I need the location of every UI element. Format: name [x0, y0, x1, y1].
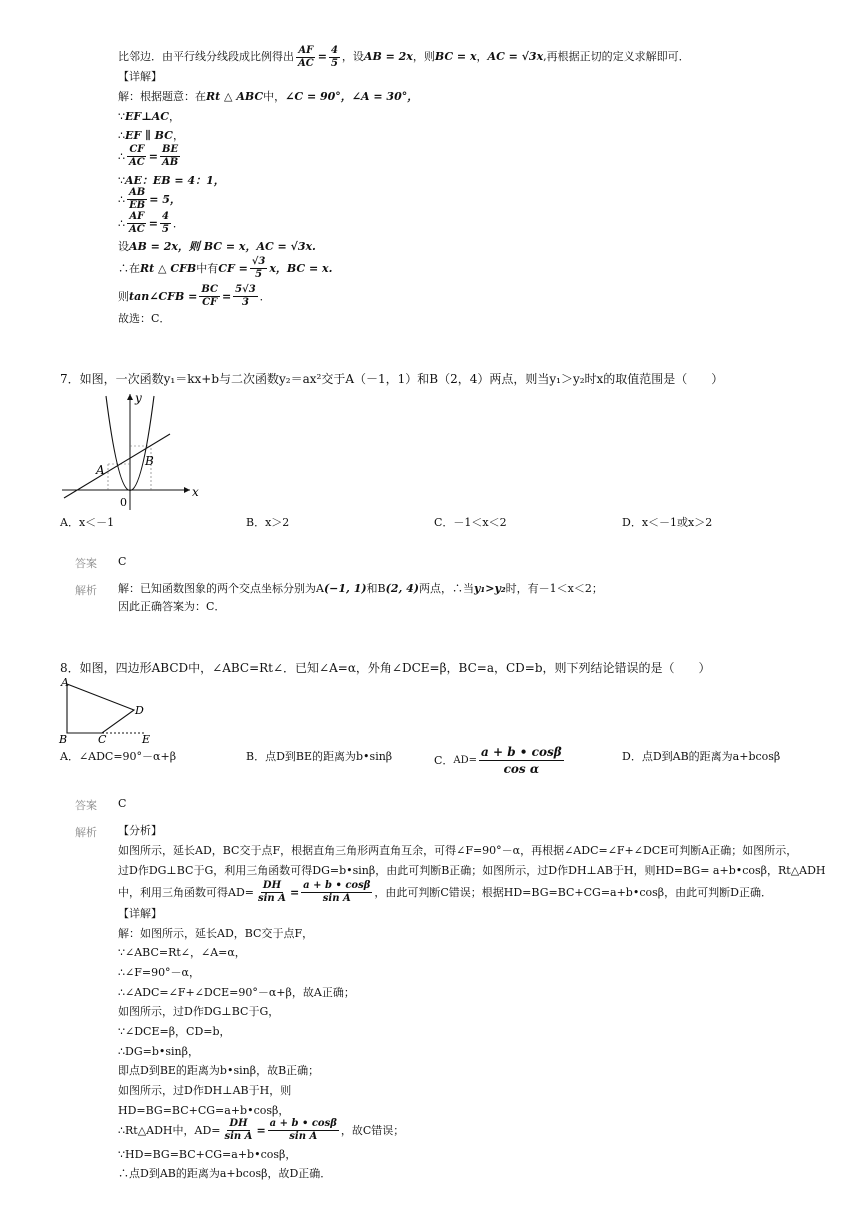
- question-7-stem: 7．如图，一次函数y₁＝kx+b与二次函数y₂＝ax²交于A（－1，1）和B（2，4）两点，则当y₁＞y₂时x的取值范围是（ ）: [60, 372, 724, 386]
- graph-y-label: y: [135, 391, 142, 405]
- fig-label-a: A: [61, 676, 69, 689]
- fig-label-e: E: [142, 733, 151, 746]
- q8-analysis-p2: 过D作DG⊥BC于G，利用三角函数可得DG=b•sinβ，由此可判断B正确；如图所示，过D作DH⊥AB于H，则HD=BG= a+b•cosβ，Rt△ADH: [118, 864, 826, 877]
- question-7-graph: [58, 390, 208, 515]
- math-bc-x: BC = x: [434, 50, 477, 63]
- intro-text-c: ，则: [412, 50, 435, 63]
- question-8-stem: 8．如图，四边形ABCD中，∠ABC=Rt∠．已知∠A=α，外角∠DCE=β，BC=a，CD=b，则下列结论错误的是（ ）: [60, 661, 711, 675]
- q8-detail-8: 即点D到BE的距离为b•sinβ，故B正确；: [118, 1064, 320, 1077]
- q8-detail-3: ∴∠F=90°－α，: [118, 966, 200, 979]
- solution-line-2: ∵EF⊥AC，: [118, 110, 181, 123]
- q8-detail-6: ∵∠DCE=β，CD=b，: [118, 1025, 231, 1038]
- q8-detail-1: 解：如图所示，延长AD，BC交于点F，: [118, 927, 314, 940]
- fig-label-b: B: [59, 733, 68, 746]
- q8-detail-11: ∴Rt△ADH中，AD= $\frac{DH}{\text{sin A}}$ = $\frac{a + b • \cos\beta}{\text{sin A}}$ ，故C错误；: [118, 1118, 405, 1142]
- solution-line-10: 则 tan∠CFB = $\frac{BC}{CF}$ = $\frac{5√3}{3}$ ．: [118, 284, 271, 308]
- intro-text-a: 比邻边．由平行线分线段成比例得出: [118, 50, 294, 63]
- intro-text-e: ,再根据正切的定义求解即可．: [543, 50, 690, 63]
- graph-x-label: x: [192, 485, 199, 499]
- q7-analysis-label: 解析: [75, 584, 97, 597]
- q7-option-b[interactable]: B．x＞2: [246, 516, 290, 529]
- solution-line-7: ∴ $\frac{AF}{AC}$ = $\frac{4}{5}$ ．: [118, 211, 184, 235]
- q7-option-c[interactable]: C．－1＜x＜2: [434, 516, 507, 529]
- fig-label-c: C: [98, 733, 107, 746]
- q7-analysis-line-1: 解：已知函数图象的两个交点坐标分别为A(−1, 1)和B(2, 4)两点，∴当y₁>y₂时，有－1＜x＜2；: [118, 582, 603, 595]
- equals-sign: =: [317, 50, 327, 63]
- solution-line-1: 解：根据题意：在Rt △ ABC中，∠C = 90°，∠A = 30°，: [118, 90, 419, 103]
- q7-analysis-line-2: 因此正确答案为：C．: [118, 600, 226, 613]
- detail-heading: 【详解】: [118, 70, 162, 83]
- q8-detail-9: 如图所示，过D作DH⊥AB于H，则: [118, 1084, 292, 1097]
- q8-detail-13: ∴点D到AB的距离为a+bcosβ，故D正确．: [118, 1167, 332, 1180]
- q8-detail-7: ∴DG=b•sinβ，: [118, 1045, 199, 1058]
- q8-answer-label: 答案: [75, 799, 97, 812]
- q8-option-a[interactable]: A．∠ADC=90°－α+β: [60, 750, 177, 763]
- question-8-figure: [58, 676, 158, 746]
- intro-text-d: ，: [476, 50, 488, 63]
- q8-xiangjie: 【详解】: [118, 907, 162, 920]
- q8-detail-4: ∴∠ADC=∠F+∠DCE=90°－α+β，故A正确；: [118, 986, 355, 999]
- q8-detail-10: HD=BG=BC+CG=a+b•cosβ，: [118, 1104, 290, 1117]
- solution-line-8: 设AB = 2x，则 BC = x，AC = √3x.: [118, 240, 316, 253]
- solution-line-3: ∴EF ∥ BC，: [118, 129, 184, 142]
- fraction-4-5: $\frac{4}{5}$: [330, 44, 338, 69]
- q8-option-c[interactable]: C． AD= $\frac{a + b • \cos\beta}{\text{cos α}}$: [434, 745, 562, 776]
- q8-detail-5: 如图所示，过D作DG⊥BC于G，: [118, 1005, 280, 1018]
- q8-analysis-label: 解析: [75, 826, 97, 839]
- q8-answer: C: [118, 797, 127, 810]
- q8-option-b[interactable]: B．点D到BE的距离为b•sinβ: [246, 750, 393, 763]
- choose-line: 故选：C．: [118, 312, 171, 325]
- q8-option-d[interactable]: D．点D到AB的距离为a+bcosβ: [622, 750, 781, 763]
- solution-line-4: ∴ $\frac{CF}{AC}$ = $\frac{BE}{AB}$: [118, 144, 179, 168]
- q7-answer-label: 答案: [75, 557, 97, 570]
- math-ab-2x: AB = 2x: [363, 50, 413, 63]
- q7-option-d[interactable]: D．x＜－1或x＞2: [622, 516, 713, 529]
- q7-option-a[interactable]: A．x＜－1: [60, 516, 115, 529]
- fraction-af-ac: $\frac{AF}{AC}$: [298, 44, 314, 69]
- solution-line-5: ∵AE：EB = 4：1，: [118, 174, 225, 187]
- q8-analysis-p1: 如图所示，延长AD，BC交于点F，根据直角三角形两直角互余，可得∠F=90°－α，再根据∠ADC=∠F+∠DCE可判断A正确；如图所示，: [118, 844, 798, 857]
- q8-detail-2: ∵∠ABC=Rt∠，∠A=α，: [118, 946, 246, 959]
- math-ac: AC = √3x: [487, 50, 544, 63]
- intro-line: [118, 44, 690, 70]
- graph-point-a-label: A: [96, 463, 105, 477]
- fig-label-d: D: [135, 704, 144, 717]
- solution-line-6: ∴ $\frac{AB}{EB}$ = 5，: [118, 187, 181, 211]
- graph-point-b-label: B: [145, 454, 154, 468]
- q8-detail-12: ∵HD=BG=BC+CG=a+b•cosβ，: [118, 1148, 297, 1161]
- intro-text-b: ，设: [341, 50, 364, 63]
- q8-analysis-p3: 中，利用三角函数可得AD= $\frac{DH}{\text{sin A}}$ = $\frac{a + b • \cos\beta}{\text{sin A}}$ ，由此可判断C错误；根据HD=BG=BC+CG=a+b•cosβ，由此可判断D正确．: [118, 880, 772, 904]
- solution-line-9: ∴在 Rt △ CFB 中有 CF = $\frac{√3}{5}$ x，BC = x.: [118, 256, 333, 280]
- q7-answer: C: [118, 555, 127, 568]
- q8-fenxi: 【分析】: [118, 824, 162, 837]
- graph-origin-label: 0: [120, 496, 127, 509]
